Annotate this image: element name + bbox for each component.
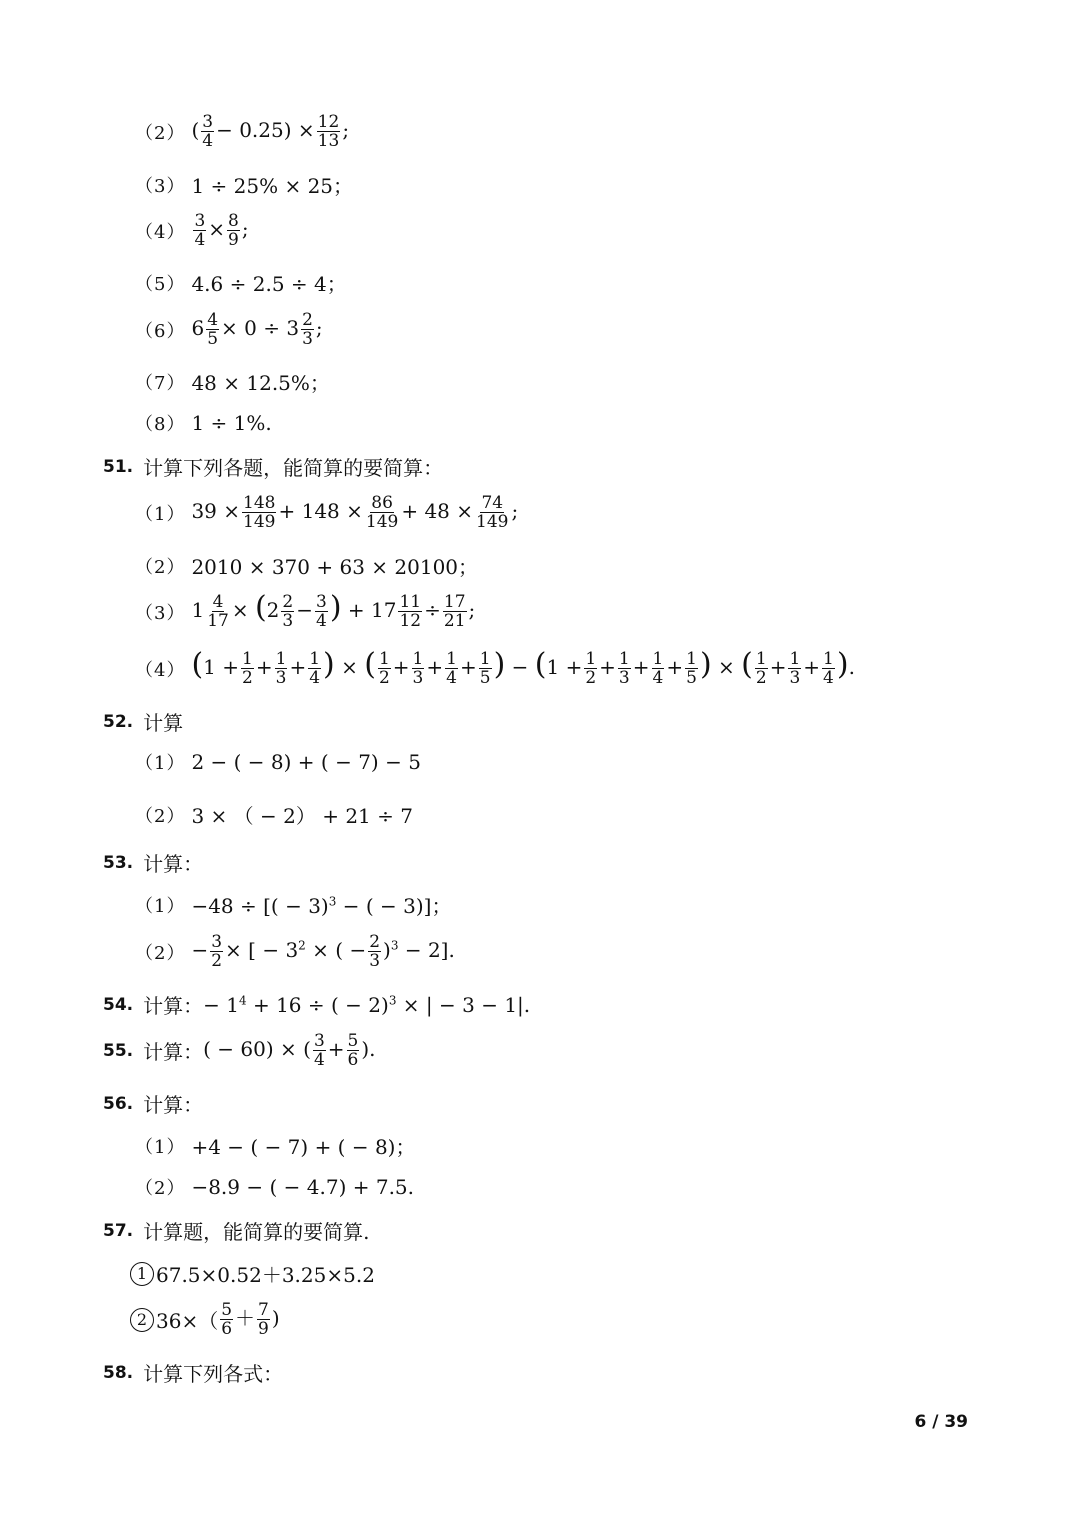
- expr: +4 − ( − 7) + ( − 8)；: [191, 1135, 416, 1159]
- question-52: 52. 计算: [103, 707, 183, 736]
- sub-item-53-2: （2） − $\frac{3}{2}$ × [ − $3^2$ × ( − $\frac{2}{3}$ )$^3$ − 2].: [135, 932, 455, 971]
- sub-item-6: （6） 6 $\frac{4}{5}$ × 0 ÷ 3 $\frac{2}{3}$ ;: [135, 310, 323, 349]
- sub-item-56-2: （2） −8.9 − ( − 4.7) + 7.5.: [135, 1175, 415, 1199]
- expr: 4.6 ÷ 2.5 ÷ 4；: [191, 272, 347, 296]
- question-56: 56. 计算：: [103, 1089, 203, 1118]
- sub-item-51-4: （4） (1 + $\frac{1}{2}$ + $\frac{1}{3}$ + $\frac{1}{4}$ ) × ( $\frac{1}{2}$ + $\frac{1}{3}$ + $\frac{1}{4}$ + $\frac{1}{5}$ ) − (1 + $\frac{1}{2}$ + $\frac{1}{3}$ + $\frac{1}{4}$ + $\frac{1}{5}$ ) × ( $\frac{1}{2}$ + $\frac{1}{3}$ + $\frac{1}{4}$ ).: [135, 647, 855, 688]
- sub-item-5: （5） 4.6 ÷ 2.5 ÷ 4；: [135, 268, 347, 297]
- question-53: 53. 计算：: [103, 848, 203, 877]
- question-54: 54. 计算： − $1^4 + 16$ ÷ ( − 2)$^3$ × | − 3 − 1|.: [103, 990, 530, 1019]
- expr: 67.5×0.52＋3.25×5.2: [156, 1263, 375, 1287]
- expr: ( − 60) × ( $\frac{3}{4}$ + $\frac{5}{6}$ ).: [203, 1031, 376, 1070]
- sub-item-2: （2） ( $\frac{3}{4}$ − 0.25) × $\frac{12}{13}$ ;: [135, 112, 350, 151]
- circled-number: 1: [130, 1262, 154, 1286]
- question-title: 计算：: [143, 994, 204, 1018]
- sub-item-57-1: [130, 1259, 375, 1288]
- question-51: 51. 计算下列各题，能简算的要简算：: [103, 452, 443, 481]
- expr: 2010 × 370 + 63 × 20100；: [191, 555, 479, 579]
- question-title: 计算：: [143, 1040, 204, 1064]
- expr: − $1^4 + 16$ ÷ ( − 2)$^3$ × | − 3 − 1|.: [203, 992, 531, 1017]
- sub-item-8: （8） 1 ÷ 1%.: [135, 411, 272, 435]
- expr: ( $\frac{3}{4}$ − 0.25) × $\frac{12}{13}$ ;: [191, 112, 350, 151]
- question-title: 计算下列各题，能简算的要简算：: [143, 456, 444, 480]
- expr-prefix: 36×（: [156, 1309, 219, 1333]
- expr: 1 ÷ 25% × 25；: [191, 174, 354, 198]
- question-title: 计算下列各式：: [143, 1362, 284, 1386]
- question-55: 55. 计算： ( − 60) × ( $\frac{3}{4}$ + $\frac{5}{6}$ ).: [103, 1031, 376, 1070]
- circled-number: 2: [130, 1308, 154, 1332]
- sub-item-56-1: （1） +4 − ( − 7) + ( − 8)；: [135, 1131, 416, 1160]
- question-title: 计算：: [143, 1093, 204, 1117]
- question-title: 计算: [143, 711, 184, 735]
- expr: 3 × （ − 2） + 21 ÷ 7: [191, 804, 413, 828]
- page-number: 6 / 39: [914, 1412, 968, 1432]
- sub-item-3: （3） 1 ÷ 25% × 25；: [135, 170, 353, 199]
- expr: − $\frac{3}{2}$ × [ − $3^2$ × ( − $\frac{2}{3}$ )$^3$ − 2].: [191, 932, 455, 971]
- question-title: 计算：: [143, 852, 204, 876]
- sub-item-51-1: （1） 39 × $\frac{148}{149}$ + 148 × $\frac{86}{149}$ + 48 × $\frac{74}{149}$ ;: [135, 493, 519, 532]
- expr: −8.9 − ( − 4.7) + 7.5.: [191, 1175, 415, 1199]
- expr: 2 − ( − 8) + ( − 7) − 5: [191, 750, 421, 774]
- expr: $\frac{5}{6}$ ＋ $\frac{7}{9}$ ): [221, 1300, 280, 1339]
- sub-item-7: （7） 48 × 12.5%；: [135, 367, 330, 396]
- sub-item-51-3: （3） 1 $\frac{4}{17}$ × (2 $\frac{2}{3}$ − $\frac{3}{4}$ ) + 17 $\frac{11}{12}$ ÷ $\frac{17}{21}$ ;: [135, 590, 476, 631]
- expr: $\frac{3}{4}$ × $\frac{8}{9}$ ;: [194, 211, 249, 250]
- question-title: 计算题，能简算的要简算.: [143, 1220, 370, 1244]
- question-58: 58. 计算下列各式：: [103, 1358, 283, 1387]
- sub-item-53-1: （1） −48 ÷ [( − 3)$^3$ − ( − 3)]；: [135, 890, 451, 919]
- expr: 39 × $\frac{148}{149}$ + 148 × $\frac{86}{149}$ + 48 × $\frac{74}{149}$ ;: [191, 493, 519, 532]
- sub-item-51-2: （2） 2010 × 370 + 63 × 20100；: [135, 551, 478, 580]
- question-57: 57. 计算题，能简算的要简算.: [103, 1216, 369, 1245]
- expr: −48 ÷ [( − 3)$^3$ − ( − 3)]；: [191, 894, 452, 918]
- sub-item-57-2: [130, 1301, 280, 1338]
- sub-item-52-2: （2） 3 × （ − 2） + 21 ÷ 7: [135, 800, 413, 829]
- expr: 6 $\frac{4}{5}$ × 0 ÷ 3 $\frac{2}{3}$ ;: [191, 310, 323, 349]
- expr: 48 × 12.5%；: [191, 371, 330, 395]
- sub-item-52-1: （1） 2 − ( − 8) + ( − 7) − 5: [135, 750, 421, 774]
- sub-item-4: （4） $\frac{3}{4}$ × $\frac{8}{9}$ ;: [135, 211, 249, 250]
- expr: 1 $\frac{4}{17}$ × (2 $\frac{2}{3}$ − $\frac{3}{4}$ ) + 17 $\frac{11}{12}$ ÷ $\frac{17}{21}$ ;: [191, 590, 476, 631]
- expr: (1 + $\frac{1}{2}$ + $\frac{1}{3}$ + $\frac{1}{4}$ ) × ( $\frac{1}{2}$ + $\frac{1}{3}$ + $\frac{1}{4}$ + $\frac{1}{5}$ ) − (1 + $\frac{1}{2}$ + $\frac{1}{3}$ + $\frac{1}{4}$ + $\frac{1}{5}$ ) × ( $\frac{1}{2}$ + $\frac{1}{3}$ + $\frac{1}{4}$ ).: [191, 647, 855, 688]
- expr: 1 ÷ 1%.: [191, 411, 272, 435]
